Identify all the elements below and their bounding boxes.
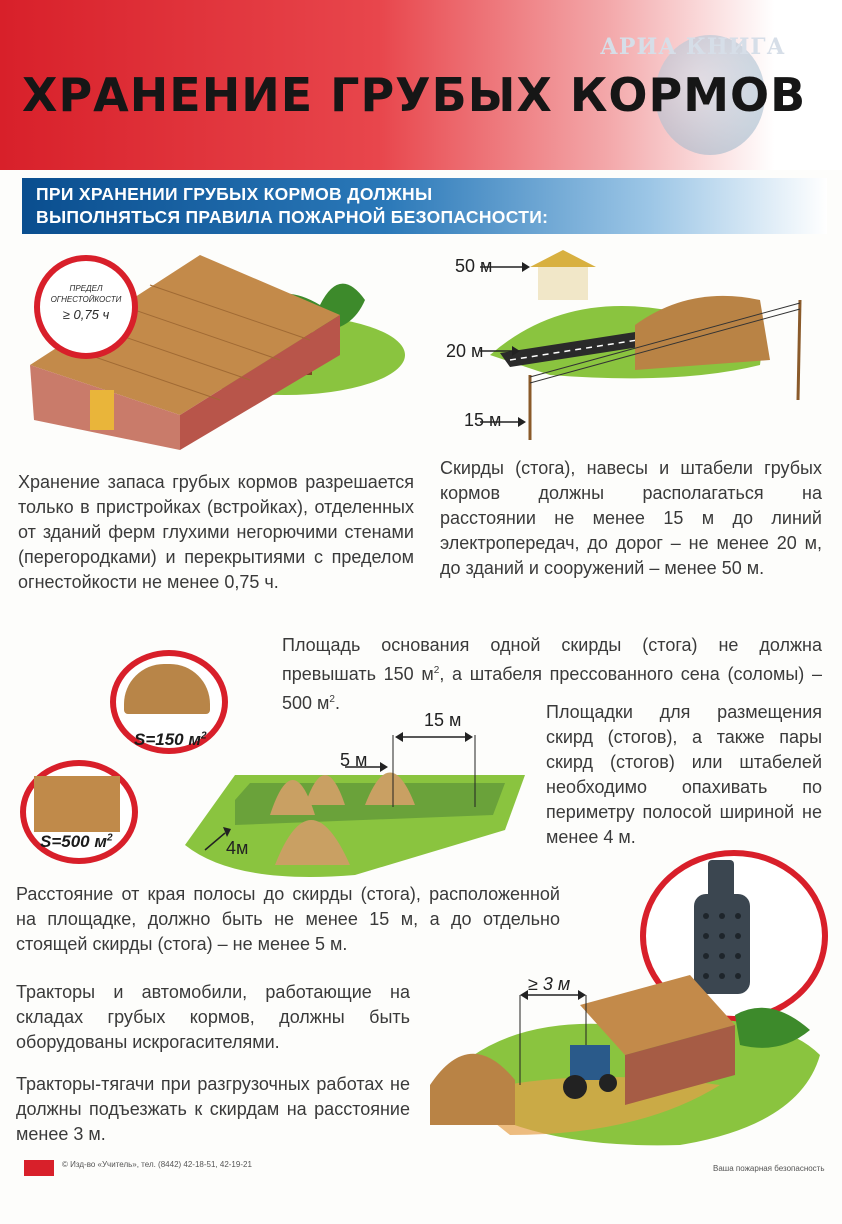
section3-text-a: Площадь основания одной скирды (стога) не должна превышать 150 м (282, 635, 822, 684)
badge-line-3: ≥ 0,75 ч (62, 307, 110, 322)
section7-text: Тракторы-тягачи при разгрузочных работах не должны подъезжать к скирдам на расстояние менее 3 м. (16, 1074, 410, 1144)
area-500-label (40, 832, 113, 852)
badge-line-2: ОГНЕСТОЙКОСТИ (50, 295, 122, 304)
label-4m: 4м (226, 838, 249, 858)
section4-text: Площадки для размещения скирд (стогов), а также пары скирд (стогов) или штабелей необходимо опахивать по периметру полосой шириной не менее 4 м. (546, 702, 822, 847)
section3-text-b: , а штабеля прессованного сена (соломы) – 500 м (282, 664, 822, 713)
badge-text (40, 283, 132, 325)
section6-text: Тракторы и автомобили, работающие на складах грубых кормов, должны быть оборудованы искрогасителями. (16, 982, 410, 1052)
page-title: ХРАНЕНИЕ ГРУБЫХ КОРМОВ (22, 68, 807, 122)
label-15m-field: 15 м (424, 710, 462, 730)
publisher-logo: АРИА КНИГА (600, 34, 786, 60)
banner-line-1: ПРИ ХРАНЕНИИ ГРУБЫХ КОРМОВ ДОЛЖНЫ (36, 184, 433, 204)
area-500-text: S=500 м (40, 832, 107, 851)
footer-series: Ваша пожарная безопасность (713, 1164, 825, 1173)
label-15m: 15 м (464, 410, 502, 430)
badge-line-1: ПРЕДЕЛ (69, 284, 103, 293)
section2-text: Скирды (стога), навесы и штабели грубых кормов должны располагаться на расстоянии не менее 15 м до линий электропередач, до дорог – не менее 20 м, до зданий и сооружений – менее 50 м. (440, 458, 822, 578)
label-3m: ≥ 3 м (528, 974, 571, 994)
sup-b: 2 (329, 694, 335, 705)
footer-publisher: © Изд-во «Учитель», тел. (8442) 42-18-51, 42-19-21 (62, 1160, 252, 1169)
tractor-illustration (420, 975, 835, 1155)
publisher-logo-icon (24, 1160, 54, 1176)
section5-text: Расстояние от края полосы до скирды (стога), расположенной на площадке, должно быть не менее 15 м, а до отдельно стоящей скирды (стога) – не менее 5 м. (16, 884, 560, 954)
sup-a: 2 (433, 665, 440, 676)
label-50m: 50 м (455, 256, 493, 276)
area-150-sup: 2 (200, 730, 207, 742)
label-20m: 20 м (446, 341, 484, 361)
area-150-text: S=150 м (134, 730, 201, 749)
section3-text-c: . (334, 693, 340, 713)
hay-bale-icon (34, 776, 120, 832)
banner-line-2: ВЫПОЛНЯТЬСЯ ПРАВИЛА ПОЖАРНОЙ БЕЗОПАСНОСТИ: (36, 207, 549, 227)
section1-text: Хранение запаса грубых кормов разрешается только в пристройках (встройках), отделенных от зданий ферм глухими негорючими стенами (перегородками) и перекрытиями с пределом огнестойкости не менее 0,75 ч. (18, 472, 414, 592)
label-5m: 5 м (340, 750, 368, 770)
area-500-sup: 2 (106, 832, 113, 844)
